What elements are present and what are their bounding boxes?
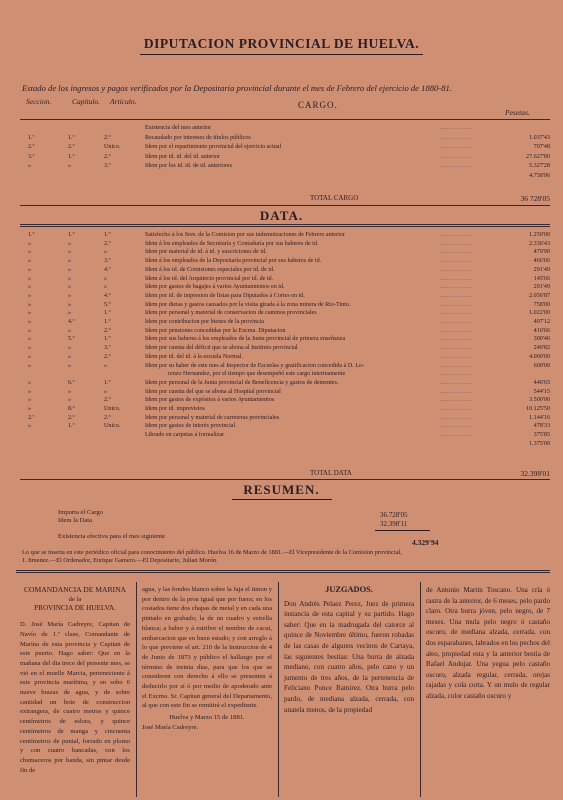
cell-capitulo: 8.º xyxy=(68,406,75,412)
data-title: DATA. xyxy=(259,208,304,223)
cell-articulo: 2.º xyxy=(104,134,111,141)
page-title: DIPUTACION PROVINCIAL DE HUELVA. xyxy=(143,36,420,51)
cell-articulo: 2.º xyxy=(104,397,111,404)
resumen-cargo-label: Importa el Cargo xyxy=(58,509,103,516)
cell-description: Idem por su haber de este mes al Inspector de Escuelas y gratificacion concedida á D. Lo- xyxy=(145,362,365,369)
leader-dots: . . . . . . . . . . . xyxy=(440,249,472,256)
cell-amount: 145'66 xyxy=(533,275,550,282)
cell-description: Idem á los id. del Arquitecto provincial por id. de id. xyxy=(145,275,274,282)
cell-capitulo: » xyxy=(68,397,72,404)
cell-description: Idem por contribucion por bienes de la provincia xyxy=(145,319,264,325)
total-data-label: TOTAL DATA xyxy=(310,469,352,477)
cell-seccion: » xyxy=(28,406,32,412)
cell-seccion: » xyxy=(28,240,32,247)
cell-articulo: 1.º xyxy=(104,379,111,386)
header-articulo: Artículo. xyxy=(110,97,137,106)
header-pesetas: Pesetas. xyxy=(505,108,530,117)
cell-capitulo: » xyxy=(68,249,72,256)
cell-amount: 1.022'00 xyxy=(529,310,550,317)
cell-description: Idem por material de id. á id. y suscriciones de id. xyxy=(145,249,267,256)
cell-amount: 3.500'00 xyxy=(529,397,550,404)
cell-capitulo: 2.º xyxy=(68,414,75,421)
cell-articulo: » xyxy=(104,388,108,395)
cell-description: Idem por id. del id. á la escuela Normal. xyxy=(145,353,243,360)
cell-amount: 291'49 xyxy=(533,284,550,291)
cell-description: Librado en carpetas á formalizar xyxy=(145,432,225,439)
resumen-title: RESUMEN. xyxy=(243,482,320,497)
cell-seccion: » xyxy=(28,249,32,256)
table-row xyxy=(20,275,550,284)
cell-capitulo: » xyxy=(68,163,72,169)
comandancia-province: PROVINCIA DE HUELVA. xyxy=(34,604,116,613)
cell-seccion: » xyxy=(28,388,32,395)
cell-description: Idem por personal y material de carreteras provinciales xyxy=(145,414,280,421)
table-row xyxy=(20,422,550,431)
cell-amount: 2.056'87 xyxy=(529,292,550,299)
table-row xyxy=(20,292,550,301)
table-row xyxy=(20,353,550,362)
resumen-data-label: Idem la Data xyxy=(58,517,93,524)
table-row xyxy=(20,388,550,397)
leader-dots: . . . . . . . . . . . xyxy=(440,345,472,352)
hallazgo-body: agua, y las fondos blanco sobre la faja el timon y por dentro de la proa igual que por fuera; en los costados tiene dos chapas de metal y en cada una pintado en grabado; la de un cuadro y estrella blanca; a babor y á estribor el nombre de cacui, embarcacion que en buen estado; y con arreglo á lo que previene el art. 210 de la Instruccion de 4 de Junio de 1873 y público el hallazgo por el término de treinta dias, para que los que se consideren con derecho á ello se presenten á deducirlo por sí ó por medio de apoderado ante el Excmo. Sr. Capitan general del Departamento, al que con este fin se remitirá el expediente. xyxy=(142,586,272,710)
cell-amount: 300'46 xyxy=(533,336,550,343)
cell-capitulo: » xyxy=(68,240,72,247)
column-divider-2 xyxy=(278,582,279,797)
cell-articulo: 3.º xyxy=(104,258,111,265)
cell-amount: 1.250'00 xyxy=(529,232,550,238)
leader-dots: . . . . . . . . . . . xyxy=(440,240,472,247)
cell-description: Idem por id. imprevistos xyxy=(145,406,205,412)
cell-seccion: 1.ª xyxy=(28,134,35,141)
table-row xyxy=(20,309,550,318)
cell-seccion: » xyxy=(28,379,32,386)
cell-articulo: 1.º xyxy=(104,310,111,317)
leader-dots: . . . . . . . . . . . xyxy=(440,153,472,160)
leader-dots: . . . . . . . . . . . xyxy=(440,336,472,343)
leader-dots: . . . . . . . . . . . xyxy=(440,284,472,291)
juzgados-body: Don Andrés Pelaez Perez, Juez de primera instancia de esta capital y su partido. Hago saber: Que en la madrugada del catorce al quince de Noviembre último, fueron robadas de las casas de algunos vecinos de Cartaya, las siguientes bestias: Una burra de alzada mediano, con cuatro años, pelo cano y un jumento de tres años, de la pertenencia de Feliciano Ponce Ramirez. Otra burra pelo pardo, de mediana alzada, cerrada, con unatela menos, de la propiedad xyxy=(284,599,414,714)
cell-articulo: 5.º xyxy=(104,301,111,308)
cell-capitulo: 1.º xyxy=(68,423,75,430)
section-divider xyxy=(16,570,550,573)
total-cargo-amount: 36 728'05 xyxy=(520,194,550,203)
leader-dots: . . . . . . . . . . . xyxy=(440,301,472,308)
data-rule xyxy=(20,224,550,227)
cell-articulo: Unico. xyxy=(104,144,121,150)
cell-amount: 758'00 xyxy=(533,301,550,308)
cell-amount: 27.627'80 xyxy=(526,153,550,160)
cell-description: Idem por cuenta del que se abona al Hospital provincial xyxy=(145,388,281,395)
table-row xyxy=(20,327,550,336)
column-divider-3 xyxy=(420,582,421,797)
cell-description: Idem por personal y material de conservacion de caminos provinciales xyxy=(145,310,317,317)
table-row xyxy=(20,335,550,344)
leader-dots: . . . . . . . . . . . xyxy=(440,275,472,282)
resumen-cargo-amount: 36.728'05 xyxy=(380,511,408,519)
cell-amount: 291'49 xyxy=(533,266,550,273)
cell-amount: 1.375'00 xyxy=(529,440,550,447)
cell-articulo: Unico. xyxy=(104,406,121,412)
cell-description: Idem á los empleados de Secretaría y Contaduría por sus haberes de id. xyxy=(145,240,319,247)
column-comandancia xyxy=(20,585,130,775)
table-row xyxy=(20,440,550,449)
column-divider-1 xyxy=(136,582,137,797)
statement-subtitle: Estado de los ingresos y pagos verificados por la Depositaria provincial durante el mes de Febrero del ejercicio de 1880-81. xyxy=(22,83,452,93)
cell-capitulo: 1.º xyxy=(68,153,75,160)
table-row xyxy=(20,124,550,133)
cell-amount: 10.125'50 xyxy=(526,406,550,412)
cell-seccion: » xyxy=(28,319,32,325)
cell-seccion: » xyxy=(28,266,32,273)
cell-amount: 4.758'96 xyxy=(529,172,550,179)
cell-seccion: » xyxy=(28,292,32,299)
header-seccion: Seccion. xyxy=(26,97,52,106)
resumen-underline xyxy=(232,499,332,500)
cell-capitulo: » xyxy=(68,292,72,299)
table-row xyxy=(20,134,550,143)
cell-seccion: » xyxy=(28,397,32,404)
cell-capitulo: 4.º xyxy=(68,319,75,325)
cargo-heading: CARGO. xyxy=(298,100,338,110)
leader-dots: . . . . . . . . . . . xyxy=(440,266,472,273)
data-bottom-rule xyxy=(20,479,550,480)
cell-seccion: » xyxy=(28,362,32,369)
juzgados-continued-body: de Antonio Martin Toscano. Una cría ó rastra de la anterior, de 6 meses, pelo pardo claro. Otra burra jóven, pelo negro, de 7 meses. Una mula pelo negro ó castaño oscuro, de mediana alzada, cerrada, con dos esparabanes, labrados en los pechos del aleo, propiedad esta y la anterior bestia de Rafael Andujar. Una yegua pelo castaño oscuro, alzada regular, cerrada, orejas rajadas y cola corta. Y un mulo de regular alzada, color castaño oscuro y xyxy=(426,586,550,700)
cell-articulo: 1.º xyxy=(104,319,111,325)
cell-articulo: 1.º xyxy=(104,336,111,343)
cell-seccion: » xyxy=(28,275,32,282)
hallazgo-date: Huelva y Marzo 15 de 1881. xyxy=(169,714,245,722)
cell-amount: 5.327'28 xyxy=(529,163,550,169)
cell-description: Idem por los id. id. de id. anteriores xyxy=(145,163,232,169)
cell-articulo: 1.º xyxy=(104,232,111,238)
cell-seccion: 2.ª xyxy=(28,144,35,150)
cell-capitulo: » xyxy=(68,310,72,317)
leader-dots: . . . . . . . . . . . xyxy=(440,379,472,386)
leader-dots: . . . . . . . . . . . xyxy=(440,397,472,404)
table-row xyxy=(20,143,550,152)
leader-dots: . . . . . . . . . . . xyxy=(440,414,472,421)
cell-capitulo: » xyxy=(68,388,72,395)
table-row xyxy=(20,405,550,414)
resumen-existencia-label: Existencia efectiva para el mes siguiente xyxy=(58,533,166,540)
cell-amount: 1.037'43 xyxy=(529,134,550,141)
cell-seccion: » xyxy=(28,353,32,360)
table-row xyxy=(20,162,550,171)
table-row xyxy=(20,396,550,405)
cell-amount: 707'48 xyxy=(533,144,550,150)
cell-capitulo: » xyxy=(68,362,72,369)
cell-amount: 4.000'00 xyxy=(529,353,550,360)
cell-capitulo: » xyxy=(68,266,72,273)
total-data-amount: 32.398'01 xyxy=(520,469,550,478)
cell-description: Idem por gastos de bagajes á varios Ayuntamientos en id. xyxy=(145,284,285,291)
comandancia-subheading: de la xyxy=(68,595,82,603)
table-row xyxy=(20,283,550,292)
table-row xyxy=(20,301,550,310)
cell-description: Idem por personal de la Junta provincial de Beneficencia y gastos de dementes. xyxy=(145,379,339,386)
cell-amount: 544'15 xyxy=(533,388,550,395)
leader-dots: . . . . . . . . . . . xyxy=(440,292,472,299)
leader-dots: . . . . . . . . . . . xyxy=(440,388,472,395)
cell-articulo: 3.º xyxy=(104,345,111,352)
resumen-sum-rule xyxy=(375,530,430,531)
cell-amount: 416'66 xyxy=(533,327,550,334)
signatories-note: J. Jimenez.—El Ordenador, Enrique Gamero.—El Depositario, Julian Morón. xyxy=(22,557,218,564)
cell-amount: 446'65 xyxy=(533,379,550,386)
cell-description: Recaudado por intereses de títulos públicos xyxy=(145,134,251,141)
cell-amount: 407'12 xyxy=(533,319,550,325)
cell-capitulo: » xyxy=(68,345,72,352)
comandancia-heading: COMANDANCIA DE MARINA xyxy=(23,585,127,594)
cell-description: Idem á los id. de Comisiones especiales por id. de id. xyxy=(145,266,275,273)
table-row xyxy=(20,231,550,240)
cell-description: Idem por gastos de expósitos á varios Ayuntamientos xyxy=(145,397,275,404)
cell-seccion: » xyxy=(28,163,32,169)
cell-description: Idem por el repartimiento provincial del ejercicio actual xyxy=(145,144,282,150)
leader-dots: . . . . . . . . . . . xyxy=(440,258,472,265)
cell-articulo: » xyxy=(104,249,108,256)
cell-amount: 479'90 xyxy=(533,249,550,256)
cell-amount: 375'85 xyxy=(533,432,550,439)
cell-articulo: 3.º xyxy=(104,163,111,169)
cell-seccion: » xyxy=(28,327,32,334)
leader-dots: . . . . . . . . . . . xyxy=(440,406,472,412)
hallazgo-signature: José María Cadreyre. xyxy=(142,723,199,731)
column-hallazgo xyxy=(142,585,272,733)
cell-capitulo: » xyxy=(68,301,72,308)
cell-articulo: 4.º xyxy=(104,292,111,299)
cell-seccion: » xyxy=(28,310,32,317)
table-row xyxy=(20,318,550,327)
table-row xyxy=(20,362,550,371)
leader-dots: . . . . . . . . . . . xyxy=(440,125,472,131)
leader-dots: . . . . . . . . . . . xyxy=(440,134,472,141)
cell-description: Idem á los empleados de la Depositaría provincial por sus haberes de id. xyxy=(145,258,322,265)
cell-capitulo: 1.º xyxy=(68,134,75,141)
cell-amount: 2.336'43 xyxy=(529,240,550,247)
leader-dots: . . . . . . . . . . . xyxy=(440,371,472,378)
cell-seccion: 1.ª xyxy=(28,232,35,238)
cell-description: Idem por dietas y gastos causados por la visita girada á la zona minera de Rio-Tinto. xyxy=(145,301,351,308)
cell-amount: 249'82 xyxy=(533,345,550,352)
cell-articulo: 4.º xyxy=(104,266,111,273)
cell-seccion: » xyxy=(28,423,32,430)
header-capitulo: Capítulo. xyxy=(72,97,101,106)
cell-articulo: 2.º xyxy=(104,327,111,334)
cell-description: renzo Hernandez, por el tiempo que desempeñó este cargo interinamente xyxy=(168,371,346,378)
table-row xyxy=(20,379,550,388)
leader-dots: . . . . . . . . . . . xyxy=(440,144,472,150)
cell-capitulo: 1.º xyxy=(68,232,75,238)
leader-dots: . . . . . . . . . . . xyxy=(440,432,472,439)
cell-articulo: 2.º xyxy=(104,353,111,360)
cell-capitulo: » xyxy=(68,284,72,291)
cell-amount: 478'33 xyxy=(533,423,550,430)
cell-articulo: 2.º xyxy=(104,153,111,160)
leader-dots: . . . . . . . . . . . xyxy=(440,319,472,325)
cell-articulo: 2.º xyxy=(104,414,111,421)
cell-amount: 466'66 xyxy=(533,258,550,265)
resumen-existencia-amount: 4.329'94 xyxy=(412,538,439,547)
cell-capitulo: 6.º xyxy=(68,379,75,386)
cell-articulo: » xyxy=(104,284,108,291)
cell-description: Idem por id. id. del id. anterior xyxy=(145,153,220,160)
cell-capitulo: » xyxy=(68,275,72,282)
publication-note: Lo que se inserta en este periódico oficial para conocimiento del público. Huelva 16 de Marzo de 1881.—El Vicepresidente de la Comision provincial, xyxy=(22,549,402,556)
cell-seccion: » xyxy=(28,301,32,308)
cell-description: Idem por cuenta del déficit que se abona al Instituto provincial xyxy=(145,345,298,352)
cell-seccion: » xyxy=(28,258,32,265)
resumen-data-amount: 32.398'11 xyxy=(380,520,408,528)
cell-articulo: 2.º xyxy=(104,240,111,247)
column-juzgados-cont xyxy=(426,585,550,702)
table-row xyxy=(20,414,550,423)
cargo-bottom-rule xyxy=(20,205,550,206)
cell-articulo: Unico. xyxy=(104,423,121,430)
leader-dots: . . . . . . . . . . . xyxy=(440,163,472,169)
cell-amount: 1.144'16 xyxy=(529,414,550,421)
table-row xyxy=(20,248,550,257)
cell-description: Idem por sus haberes á los empleados de la Junta provincial de primera enseñanza xyxy=(145,336,346,343)
cell-articulo: » xyxy=(104,275,108,282)
total-cargo-label: TOTAL CARGO xyxy=(310,194,359,202)
cell-seccion: » xyxy=(28,336,32,343)
cell-description: Idem por id. de impresion de listas para Diputados á Cortes en id. xyxy=(145,292,305,299)
cell-description: Existencia del mes anterior xyxy=(145,125,212,131)
table-row xyxy=(20,266,550,275)
cell-articulo: » xyxy=(104,362,108,369)
cell-description: Idem por gastos de interés provincial xyxy=(145,423,236,430)
leader-dots: . . . . . . . . . . . xyxy=(440,310,472,317)
leader-dots: . . . . . . . . . . . xyxy=(440,327,472,334)
table-row xyxy=(20,240,550,249)
leader-dots: . . . . . . . . . . . xyxy=(440,423,472,430)
table-row xyxy=(20,344,550,353)
table-row xyxy=(20,370,550,379)
table-row xyxy=(20,153,550,162)
leader-dots: . . . . . . . . . . . xyxy=(440,362,472,369)
column-juzgados xyxy=(284,585,414,715)
title-underline xyxy=(140,54,423,55)
cell-capitulo: » xyxy=(68,353,72,360)
cell-capitulo: » xyxy=(68,258,72,265)
cell-seccion: » xyxy=(28,284,32,291)
leader-dots: . . . . . . . . . . . xyxy=(440,232,472,238)
header-rule xyxy=(20,119,550,120)
cell-capitulo: 2.º xyxy=(68,144,75,150)
cell-description: Satisfecho á los Sres. de la Comision por sus indemnizaciones de Febrero anterior xyxy=(145,232,345,238)
cell-amount: 600'00 xyxy=(533,362,550,369)
cell-seccion: 2.ª xyxy=(28,414,35,421)
comandancia-body: D. José María Cadreyre, Capitan de Navío de 1.ª clase, Comandante de Marina de esta provincia y Capitan de este puerto. Hago saber: Que en la mañana del dia trece del presente mes, se vió en el muelle Marcia, perteneciente á este provincia marítima, y en sobo 6 nueve brazas de agua, y de sobre cantidad un bote de construccion extrangera, de cuatro metros y quince centímetros de eslora, y quince centímetros de manga y cincuenta centímetros de puntal, forrado en plomo y con cuatro bancadas, con los chumaceros por banda, sin pintar desde fin de xyxy=(20,621,130,774)
cell-capitulo: » xyxy=(68,327,72,334)
table-row xyxy=(20,172,550,181)
cell-capitulo: 5.º xyxy=(68,336,75,343)
cell-seccion: » xyxy=(28,345,32,352)
cell-seccion: 3.ª xyxy=(28,153,35,160)
juzgados-heading: JUZGADOS. xyxy=(325,585,373,594)
leader-dots: . . . . . . . . . . . xyxy=(440,353,472,360)
cell-description: Idem por pensiones concedidas por la Excma. Diputacion xyxy=(145,327,286,334)
table-row xyxy=(20,257,550,266)
table-row xyxy=(20,431,550,440)
